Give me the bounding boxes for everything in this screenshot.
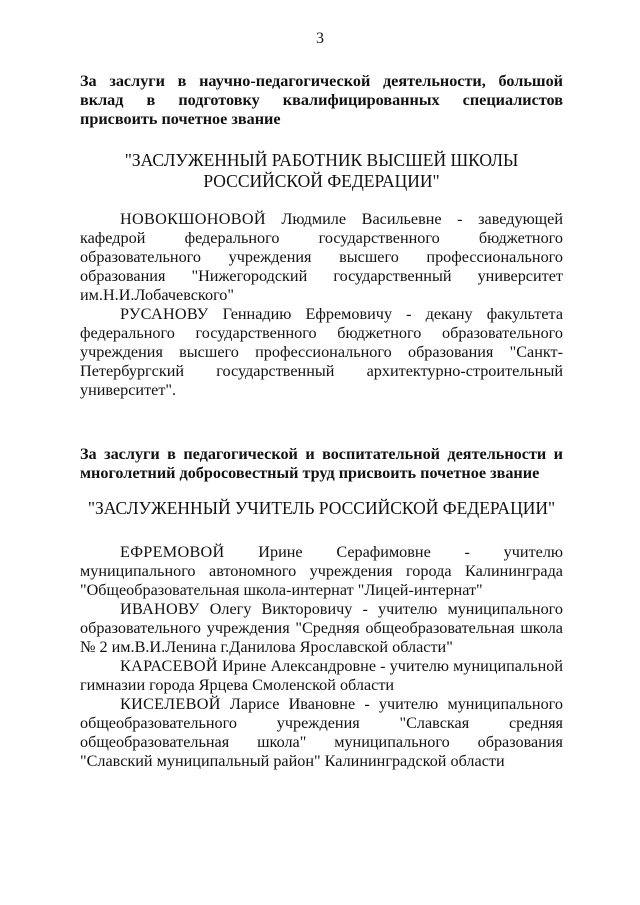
awardee-details: Ирине Серафимовне - учителю муниципального автономного учреждения города Калининграда "Общеобразовательная школа-интернат "Лицей-интернат" [80, 543, 563, 599]
awardee-details: Ирине Александровне - учителю муниципальной гимназии города Ярцева Смоленской области [80, 657, 563, 694]
section1-intro: За заслуги в научно-педагогической деятельности, большой вклад в подготовку квалифицированных специалистов присвоить почетное звание [80, 72, 563, 128]
awardee-surname: ЕФРЕМОВОЙ [120, 543, 225, 561]
awardee-details: Геннадию Ефремовичу - декану факультета федерального государственного бюджетного образовательного учреждения высшего профессионального образования "Санкт-Петербургский государственный архитектурно-строительный университет". [80, 305, 563, 399]
section1-title [80, 150, 563, 192]
awardee-details: Ларисе Ивановне - учителю муниципального общеобразовательного учреждения "Славская средняя общеобразовательная школа" муниципального образования "Славский муниципальный район" Калининградской области [80, 695, 563, 770]
awardee-entry [80, 657, 563, 695]
awardee-surname: ИВАНОВУ [120, 600, 200, 618]
awardee-details: Людмиле Васильевне - заведующей кафедрой федерального государственного бюджетного образовательного учреждения высшего профессионального образования "Нижегородский государственный университет им.Н.И.Лобачевского" [80, 210, 563, 304]
awardee-entry [80, 210, 563, 305]
awardee-entry [80, 543, 563, 600]
awardee-entry [80, 695, 563, 771]
page-number: 3 [316, 30, 324, 47]
awardee-entry [80, 305, 563, 400]
awardee-details: Олегу Викторовичу - учителю муниципального образовательного учреждения "Средняя общеобразовательная школа № 2 им.В.И.Ленина г.Данилова Ярославской области" [80, 600, 563, 656]
section2-awardee-list [80, 543, 563, 771]
section2-title: "ЗАСЛУЖЕННЫЙ УЧИТЕЛЬ РОССИЙСКОЙ ФЕДЕРАЦИИ" [87, 498, 556, 518]
awardee-entry [80, 600, 563, 657]
awardee-surname: РУСАНОВУ [120, 305, 209, 323]
awardee-surname: НОВОКШОНОВОЙ [120, 210, 266, 228]
section2-intro: За заслуги в педагогической и воспитательной деятельности и многолетний добросовестный труд присвоить почетное звание [80, 445, 563, 482]
section1-title-line1: "ЗАСЛУЖЕННЫЙ РАБОТНИК ВЫСШЕЙ ШКОЛЫ [124, 150, 519, 170]
awardee-surname: КИСЕЛЕВОЙ [120, 695, 221, 713]
awardee-surname: КАРАСЕВОЙ [120, 657, 218, 675]
section1-title-line2: РОССИЙСКОЙ ФЕДЕРАЦИИ" [203, 171, 440, 191]
section1-awardee-list [80, 210, 563, 400]
